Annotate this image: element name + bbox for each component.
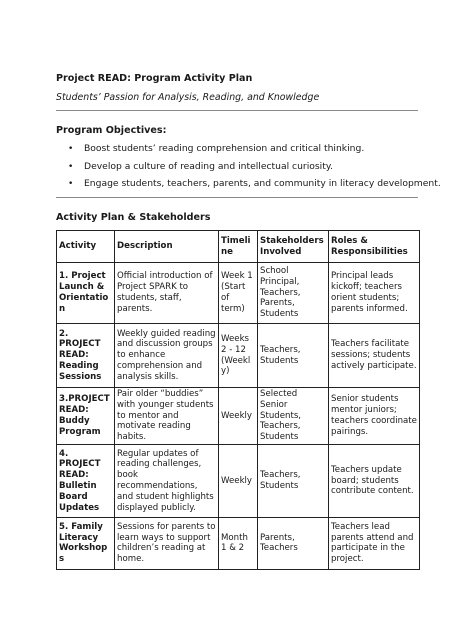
timeline-cell: Weeks 2 - 12 (Weekly) bbox=[219, 324, 258, 388]
activity-cell: 3.PROJECT READ: Buddy Program bbox=[57, 388, 115, 445]
bullet-icon: • bbox=[68, 179, 74, 189]
stakeholders-cell: Parents, Teachers bbox=[258, 517, 329, 569]
activity-cell: 1. Project Launch & Orientation bbox=[57, 263, 115, 324]
objective-item bbox=[56, 178, 441, 196]
activity-cell: 5. Family Literacy Workshops bbox=[57, 517, 115, 569]
roles-cell: Principal leads kickoff; teachers orient students; parents informed. bbox=[329, 263, 420, 324]
roles-cell: Teachers update board; students contribute content. bbox=[329, 444, 420, 517]
description-cell: Sessions for parents to learn ways to support children’s reading at home. bbox=[115, 517, 219, 569]
description-cell: Pair older “buddies” with younger students to mentor and motivate reading habits. bbox=[115, 388, 219, 445]
objectives-heading: Program Objectives: bbox=[56, 125, 167, 136]
document-title: Project READ: Program Activity Plan bbox=[56, 73, 253, 84]
objective-text: Boost students’ reading comprehension and critical thinking. bbox=[84, 143, 365, 154]
activity-cell: 2. PROJECT READ: Reading Sessions bbox=[57, 324, 115, 388]
activity-cell: 4. PROJECT READ: Bulletin Board Updates bbox=[57, 444, 115, 517]
objective-text: Develop a culture of reading and intellectual curiosity. bbox=[84, 160, 333, 172]
table-row bbox=[57, 263, 420, 324]
table-row bbox=[57, 444, 420, 517]
column-header-stakeholders: Stakeholders Involved bbox=[258, 231, 329, 263]
column-header-roles: Roles & Responsibilities bbox=[329, 231, 420, 263]
activity-plan-heading: Activity Plan & Stakeholders bbox=[56, 212, 211, 223]
stakeholders-cell: School Principal, Teachers, Parents, Students bbox=[258, 263, 329, 324]
stakeholders-cell: Selected Senior Students, Teachers, Students bbox=[258, 388, 329, 445]
bullet-icon: • bbox=[68, 161, 74, 172]
bullet-icon: • bbox=[68, 144, 74, 154]
objective-text: Engage students, teachers, parents, and community in literacy development. bbox=[84, 178, 441, 189]
roles-cell: Teachers facilitate sessions; students actively participate. bbox=[329, 324, 420, 388]
roles-cell: Senior students mentor juniors; teachers coordinate pairings. bbox=[329, 388, 420, 445]
objective-item bbox=[56, 161, 441, 179]
description-cell: Official introduction of Project SPARK to students, staff, parents. bbox=[115, 263, 219, 324]
timeline-cell: Month 1 & 2 bbox=[219, 517, 258, 569]
table-header-row bbox=[57, 231, 420, 263]
column-header-description: Description bbox=[115, 231, 219, 263]
roles-cell: Teachers lead parents attend and participate in the project. bbox=[329, 517, 420, 569]
stakeholders-cell: Teachers, Students bbox=[258, 444, 329, 517]
divider-line bbox=[56, 197, 418, 198]
objectives-list bbox=[56, 143, 441, 196]
table-row bbox=[57, 388, 420, 445]
table-row bbox=[57, 324, 420, 388]
column-header-activity: Activity bbox=[57, 231, 115, 263]
description-cell: Regular updates of reading challenges, book recommendations, and student highlights displayed publicly. bbox=[115, 444, 219, 517]
document-subtitle: Students’ Passion for Analysis, Reading, and Knowledge bbox=[56, 92, 320, 103]
divider-line bbox=[56, 110, 418, 111]
description-cell: Weekly guided reading and discussion groups to enhance comprehension and analysis skills. bbox=[115, 324, 219, 388]
activity-plan-table bbox=[56, 230, 420, 570]
table-row bbox=[57, 517, 420, 569]
timeline-cell: Weekly bbox=[219, 388, 258, 445]
objective-item bbox=[56, 143, 441, 161]
stakeholders-cell: Teachers, Students bbox=[258, 324, 329, 388]
column-header-timeline: Timeline bbox=[219, 231, 258, 263]
timeline-cell: Weekly bbox=[219, 444, 258, 517]
timeline-cell: Week 1 (Start of term) bbox=[219, 263, 258, 324]
